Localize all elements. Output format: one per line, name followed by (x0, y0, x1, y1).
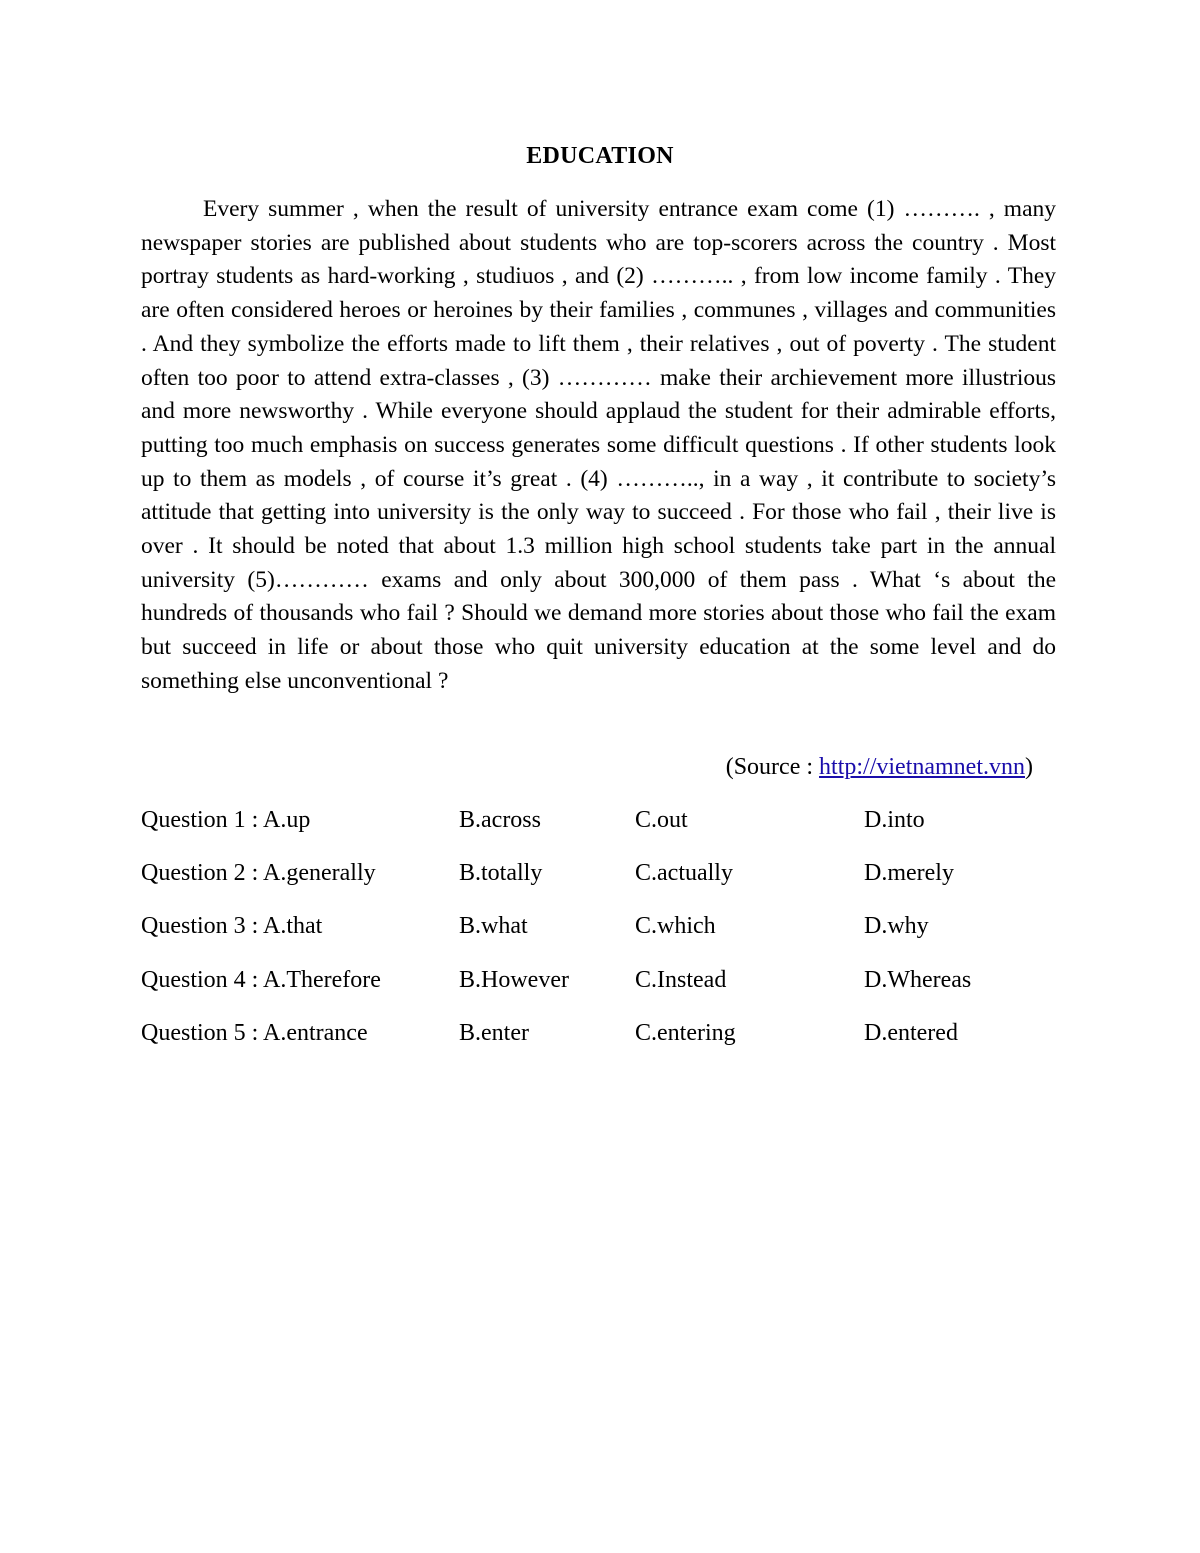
question-4-option-d: D.Whereas (864, 966, 972, 993)
question-4-option-a: Question 4 : A.Therefore (141, 966, 381, 993)
question-3-option-d: D.why (864, 913, 929, 940)
question-3-option-b: B.what (459, 913, 528, 940)
question-3-option-c: C.which (635, 913, 716, 940)
question-1-option-b: B.across (459, 807, 541, 833)
source-link[interactable]: http://vietnamnet.vnn (819, 754, 1025, 780)
question-row-2 (141, 857, 1061, 910)
question-4-option-c: C.Instead (635, 966, 727, 993)
question-5-option-b: B.enter (459, 1019, 529, 1046)
question-row-3 (141, 910, 1061, 963)
question-3-option-a: Question 3 : A.that (141, 913, 323, 940)
question-2-option-a: Question 2 : A.generally (141, 860, 376, 887)
question-row-5 (141, 1017, 1061, 1070)
question-4-option-b: B.However (459, 966, 569, 993)
question-1-option-a: Question 1 : A.up (141, 807, 311, 833)
questions-list (141, 804, 1061, 1070)
question-2-option-c: C.actually (635, 860, 733, 887)
question-row-1 (141, 804, 1061, 857)
question-2-option-b: B.totally (459, 860, 543, 887)
question-1-option-c: C.out (635, 807, 688, 833)
question-2-option-d: D.merely (864, 860, 954, 887)
question-5-option-c: C.entering (635, 1019, 736, 1046)
question-5-option-d: D.entered (864, 1019, 958, 1046)
source-prefix: (Source : (725, 754, 820, 780)
document-title: EDUCATION (526, 143, 674, 169)
source-citation (726, 751, 1033, 783)
question-5-option-a: Question 5 : A.entrance (141, 1019, 368, 1046)
passage-text: Every summer , when the result of university entrance exam come (1) ………. , many newspaper stories are published about students who are top-scorers across the country . Most portray students as hard-working , studiuos , and (2) ……….. , from low income family . They are often considered heroes or heroines by their families , communes , villages and communities . And they symbolize the efforts made to lift them , their relatives , out of poverty . The student often too poor to attend extra-classes , (3) ………… make their archievement more illustrious and more newsworthy . While everyone should applaud the student for their admirable efforts, putting too much emphasis on success generates some difficult questions . If other students look up to them as models , of course it’s great . (4) ……….., in a way , it contribute to society’s attitude that getting into university is the only way to succeed . For those who fail , their live is over . It should be noted that about 1.3 million high school students take part in the annual university (5)………… exams and only about 300,000 of them pass . What ‘s about the hundreds of thousands who fail ? Should we demand more stories about those who fail the exam but succeed in life or about those who quit university education at the some level and do something else unconventional ? (141, 196, 1056, 694)
question-1-option-d: D.into (864, 807, 925, 833)
source-suffix: ) (1025, 754, 1033, 780)
question-row-4 (141, 964, 1061, 1017)
